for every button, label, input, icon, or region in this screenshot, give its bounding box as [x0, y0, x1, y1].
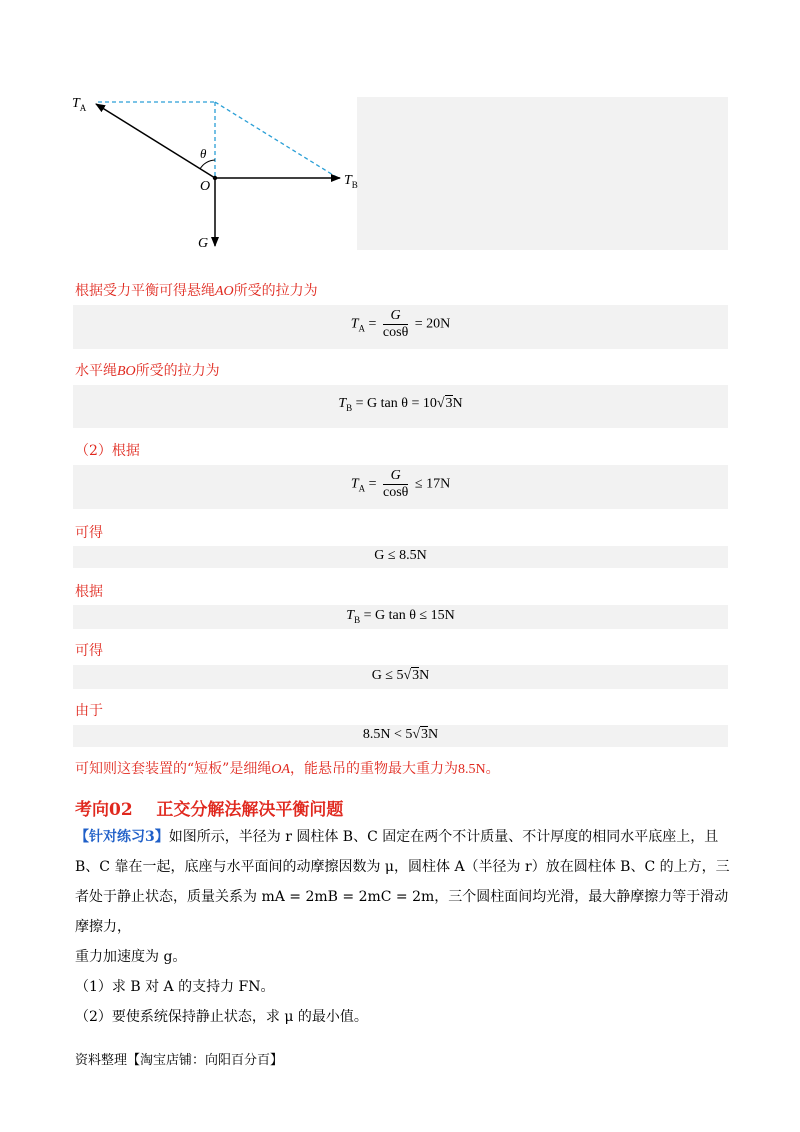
eq2: $T_B = G$ tan θ = 10√3N — [338, 396, 463, 413]
eq5: $T_B = G$ tan θ ≤ 15N — [346, 608, 455, 625]
force-diagram — [60, 90, 360, 255]
footer: 资料整理【淘宝店铺：向阳百分百】 — [75, 1053, 284, 1068]
label-g: G — [198, 236, 209, 251]
eq3: $T_A$ = $\frac{G}{\cos\theta}$ ≤ 17N — [350, 468, 451, 500]
section-heading: 考向02 正交分解法解决平衡问题 — [75, 800, 344, 820]
point-o — [213, 176, 217, 180]
sol-line-3: （2）根据 — [75, 443, 140, 459]
sol-line-5: 根据 — [75, 584, 103, 600]
eq1: $T_A$ = $\frac{G}{\cos\theta}$ = 20N — [350, 308, 451, 340]
sol-line-4: 可得 — [75, 525, 103, 541]
sol-line-1: 根据受力平衡可得悬绳AO所受的拉力为 — [75, 283, 318, 299]
problem-text — [75, 822, 735, 1032]
eq7: 8.5N < 5√3N — [362, 727, 439, 742]
label-theta: θ — [200, 146, 207, 161]
label-tb: $T_B$ — [344, 173, 358, 190]
sol-conclusion: 可知则这套装置的“短板”是细绳OA，能悬吊的重物最大重力为8.5N。 — [75, 761, 500, 777]
ta-arrow — [96, 104, 215, 178]
sol-line-2: 水平绳BO所受的拉力为 — [75, 363, 220, 379]
label-ta: $T_A$ — [72, 96, 87, 113]
problem-line-1: 【针对练习3】如图所示，半径为 r 圆柱体 B、C 固定在两个不计质量、不计厚度的相同水平底座上，且 — [75, 829, 719, 845]
eq4: G ≤ 8.5N — [374, 548, 427, 563]
dashed-diagonal — [215, 102, 338, 178]
eq6: G ≤ 5√3N — [371, 668, 430, 683]
question-2: （2）要使系统保持静止状态，求 μ 的最小值。 — [75, 1009, 368, 1025]
question-1: （1）求 B 对 A 的支持力 FN。 — [75, 979, 275, 995]
problem-line-2: B、C 靠在一起，底座与水平面间的动摩擦因数为 μ，圆柱体 A（半径为 r）放在圆柱体 B、C 的上方，三 — [75, 859, 730, 875]
problem-line-4: 重力加速度为 g。 — [75, 949, 187, 965]
theta-arc — [200, 160, 215, 169]
label-o: O — [200, 179, 211, 194]
sol-line-6: 可得 — [75, 643, 103, 659]
problem-line-3: 者处于静止状态，质量关系为 mA = 2mB = 2mC = 2m，三个圆柱面间均光滑，最大静摩擦力等于滑动摩擦力， — [75, 889, 729, 935]
sol-line-7: 由于 — [75, 703, 103, 719]
diagram-shade — [357, 97, 728, 250]
